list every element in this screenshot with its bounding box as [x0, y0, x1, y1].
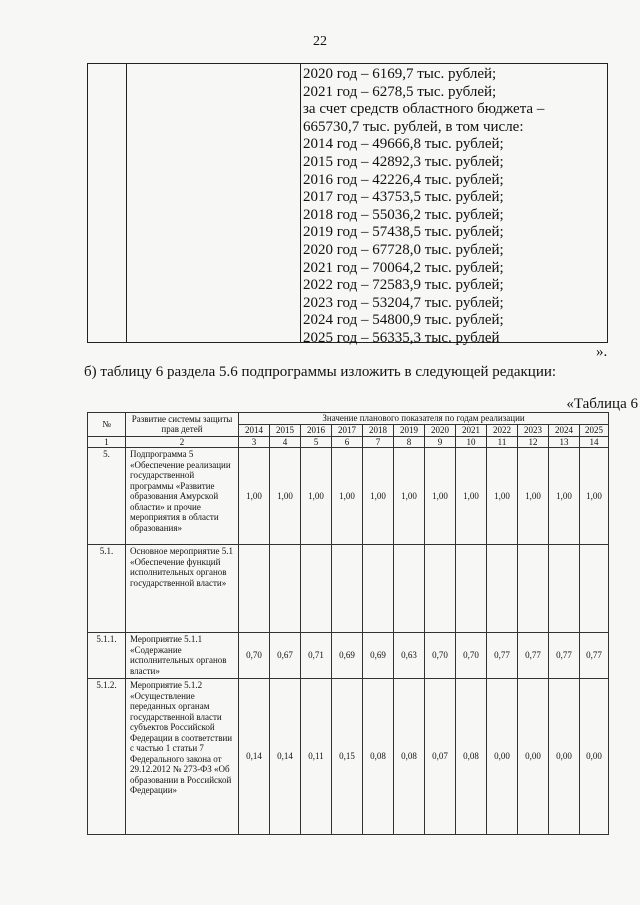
value-cell: 0,07 [425, 679, 456, 835]
value-cell: 0,77 [549, 633, 580, 679]
regional-line: 2015 год – 42892,3 тыс. рублей; [303, 153, 504, 170]
regional-line: 2018 год – 55036,2 тыс. рублей; [303, 206, 504, 223]
header-number: № [88, 413, 126, 437]
value-cell: 0,14 [270, 679, 301, 835]
value-cell: 0,70 [456, 633, 487, 679]
value-cell: 1,00 [270, 448, 301, 545]
table-row [88, 633, 609, 679]
closing-quote: ». [596, 344, 608, 360]
column-index: 13 [549, 436, 580, 448]
year-header: 2015 [270, 425, 301, 437]
column-index: 9 [425, 436, 456, 448]
regional-budget-heading [303, 101, 601, 119]
value-cell: 0,08 [363, 679, 394, 835]
regional-line: 2014 год – 49666,8 тыс. рублей; [303, 136, 504, 153]
year-header: 2014 [239, 425, 270, 437]
value-cell: 1,00 [580, 448, 609, 545]
funding-text [303, 66, 601, 348]
row-code: 5.1.2. [88, 679, 126, 835]
row-name: Мероприятие 5.1.2 «Осуществление переданных органам государственной власти субъектов Российской Федерации в соответствии с частью 1 статьи 7 Федерального закона от 29.12.2012 № 273-ФЗ «Об образовании в Российской Федерации» [126, 679, 239, 835]
value-cell: 0,70 [239, 633, 270, 679]
row-name: Подпрограмма 5 «Обеспечение реализации государственной программы «Развитие образования Амурской области» и прочие мероприятия в области образования» [126, 448, 239, 545]
value-cell [425, 545, 456, 633]
value-cell [239, 545, 270, 633]
value-cell: 1,00 [301, 448, 332, 545]
row-name: Основное мероприятие 5.1 «Обеспечение функций исполнительных органов государственной власти» [126, 545, 239, 633]
value-cell [363, 545, 394, 633]
value-cell: 0,00 [518, 679, 549, 835]
value-cell [394, 545, 425, 633]
value-cell [332, 545, 363, 633]
row-code: 5. [88, 448, 126, 545]
value-cell [456, 545, 487, 633]
value-cell: 1,00 [425, 448, 456, 545]
funding-line: 2021 год – 6278,5 тыс. рублей; [303, 83, 497, 100]
value-cell: 0,00 [580, 679, 609, 835]
regional-line: 2020 год – 67728,0 тыс. рублей; [303, 241, 504, 258]
value-cell: 0,77 [518, 633, 549, 679]
year-header: 2021 [456, 425, 487, 437]
value-cell: 0,14 [239, 679, 270, 835]
value-cell: 0,77 [487, 633, 518, 679]
value-cell: 0,08 [394, 679, 425, 835]
value-cell: 0,69 [332, 633, 363, 679]
column-index: 5 [301, 436, 332, 448]
value-cell: 1,00 [239, 448, 270, 545]
value-cell: 0,00 [487, 679, 518, 835]
row-name: Мероприятие 5.1.1 «Содержание исполнительных органов власти» [126, 633, 239, 679]
regional-line: 2022 год – 72583,9 тыс. рублей; [303, 277, 504, 294]
year-header: 2025 [580, 425, 609, 437]
column-index: 4 [270, 436, 301, 448]
table-row [88, 545, 609, 633]
value-cell: 0,77 [580, 633, 609, 679]
value-cell: 0,11 [301, 679, 332, 835]
year-header: 2016 [301, 425, 332, 437]
row-code: 5.1.1. [88, 633, 126, 679]
header-values: Значение планового показателя по годам реализации [239, 413, 609, 425]
year-header: 2022 [487, 425, 518, 437]
column-index: 1 [88, 436, 126, 448]
column-index: 7 [363, 436, 394, 448]
column-index: 6 [332, 436, 363, 448]
value-cell: 1,00 [549, 448, 580, 545]
row-code: 5.1. [88, 545, 126, 633]
value-cell: 1,00 [487, 448, 518, 545]
regional-budget-prefix: за счет средств областного бюджета – [303, 101, 545, 118]
value-cell [518, 545, 549, 633]
value-cell: 0,70 [425, 633, 456, 679]
regional-line: 2025 год – 56335,3 тыс. рублей [303, 329, 500, 346]
amendment-instruction: б) таблицу 6 раздела 5.6 подпрограммы изложить в следующей редакции: [83, 364, 557, 380]
year-header: 2017 [332, 425, 363, 437]
year-header: 2024 [549, 425, 580, 437]
regional-budget-total: 665730,7 тыс. рублей, в том числе: [303, 118, 524, 135]
column-index: 11 [487, 436, 518, 448]
value-cell: 0,08 [456, 679, 487, 835]
column-index: 2 [126, 436, 239, 448]
value-cell [580, 545, 609, 633]
table-row [88, 679, 609, 835]
year-header: 2019 [394, 425, 425, 437]
value-cell: 1,00 [363, 448, 394, 545]
regional-line: 2019 год – 57438,5 тыс. рублей; [303, 224, 504, 241]
column-index: 14 [580, 436, 609, 448]
regional-line: 2016 год – 42226,4 тыс. рублей; [303, 171, 504, 188]
year-header: 2023 [518, 425, 549, 437]
header-name: Развитие системы защиты прав детей [126, 413, 239, 437]
value-cell: 1,00 [518, 448, 549, 545]
value-cell: 0,69 [363, 633, 394, 679]
funding-table-empty-col-2 [126, 64, 301, 342]
year-header: 2020 [425, 425, 456, 437]
table-label: «Таблица 6 [566, 396, 638, 412]
year-header: 2018 [363, 425, 394, 437]
regional-line: 2017 год – 43753,5 тыс. рублей; [303, 189, 504, 206]
value-cell: 0,67 [270, 633, 301, 679]
column-index: 3 [239, 436, 270, 448]
page-number: 22 [313, 34, 327, 49]
value-cell: 0,15 [332, 679, 363, 835]
regional-line: 2021 год – 70064,2 тыс. рублей; [303, 259, 504, 276]
value-cell: 1,00 [394, 448, 425, 545]
column-index: 12 [518, 436, 549, 448]
value-cell [301, 545, 332, 633]
value-cell [549, 545, 580, 633]
value-cell: 1,00 [332, 448, 363, 545]
value-cell [270, 545, 301, 633]
funding-table [87, 63, 608, 346]
value-cell: 0,00 [549, 679, 580, 835]
column-index: 10 [456, 436, 487, 448]
funding-table-empty-col-1 [88, 64, 127, 342]
value-cell: 0,71 [301, 633, 332, 679]
indicator-table [87, 412, 609, 835]
column-index: 8 [394, 436, 425, 448]
value-cell [487, 545, 518, 633]
regional-line: 2023 год – 53204,7 тыс. рублей; [303, 294, 504, 311]
value-cell: 1,00 [456, 448, 487, 545]
regional-line: 2024 год – 54800,9 тыс. рублей; [303, 312, 504, 329]
funding-line: 2020 год – 6169,7 тыс. рублей; [303, 66, 497, 82]
table-row [88, 448, 609, 545]
value-cell: 0,63 [394, 633, 425, 679]
